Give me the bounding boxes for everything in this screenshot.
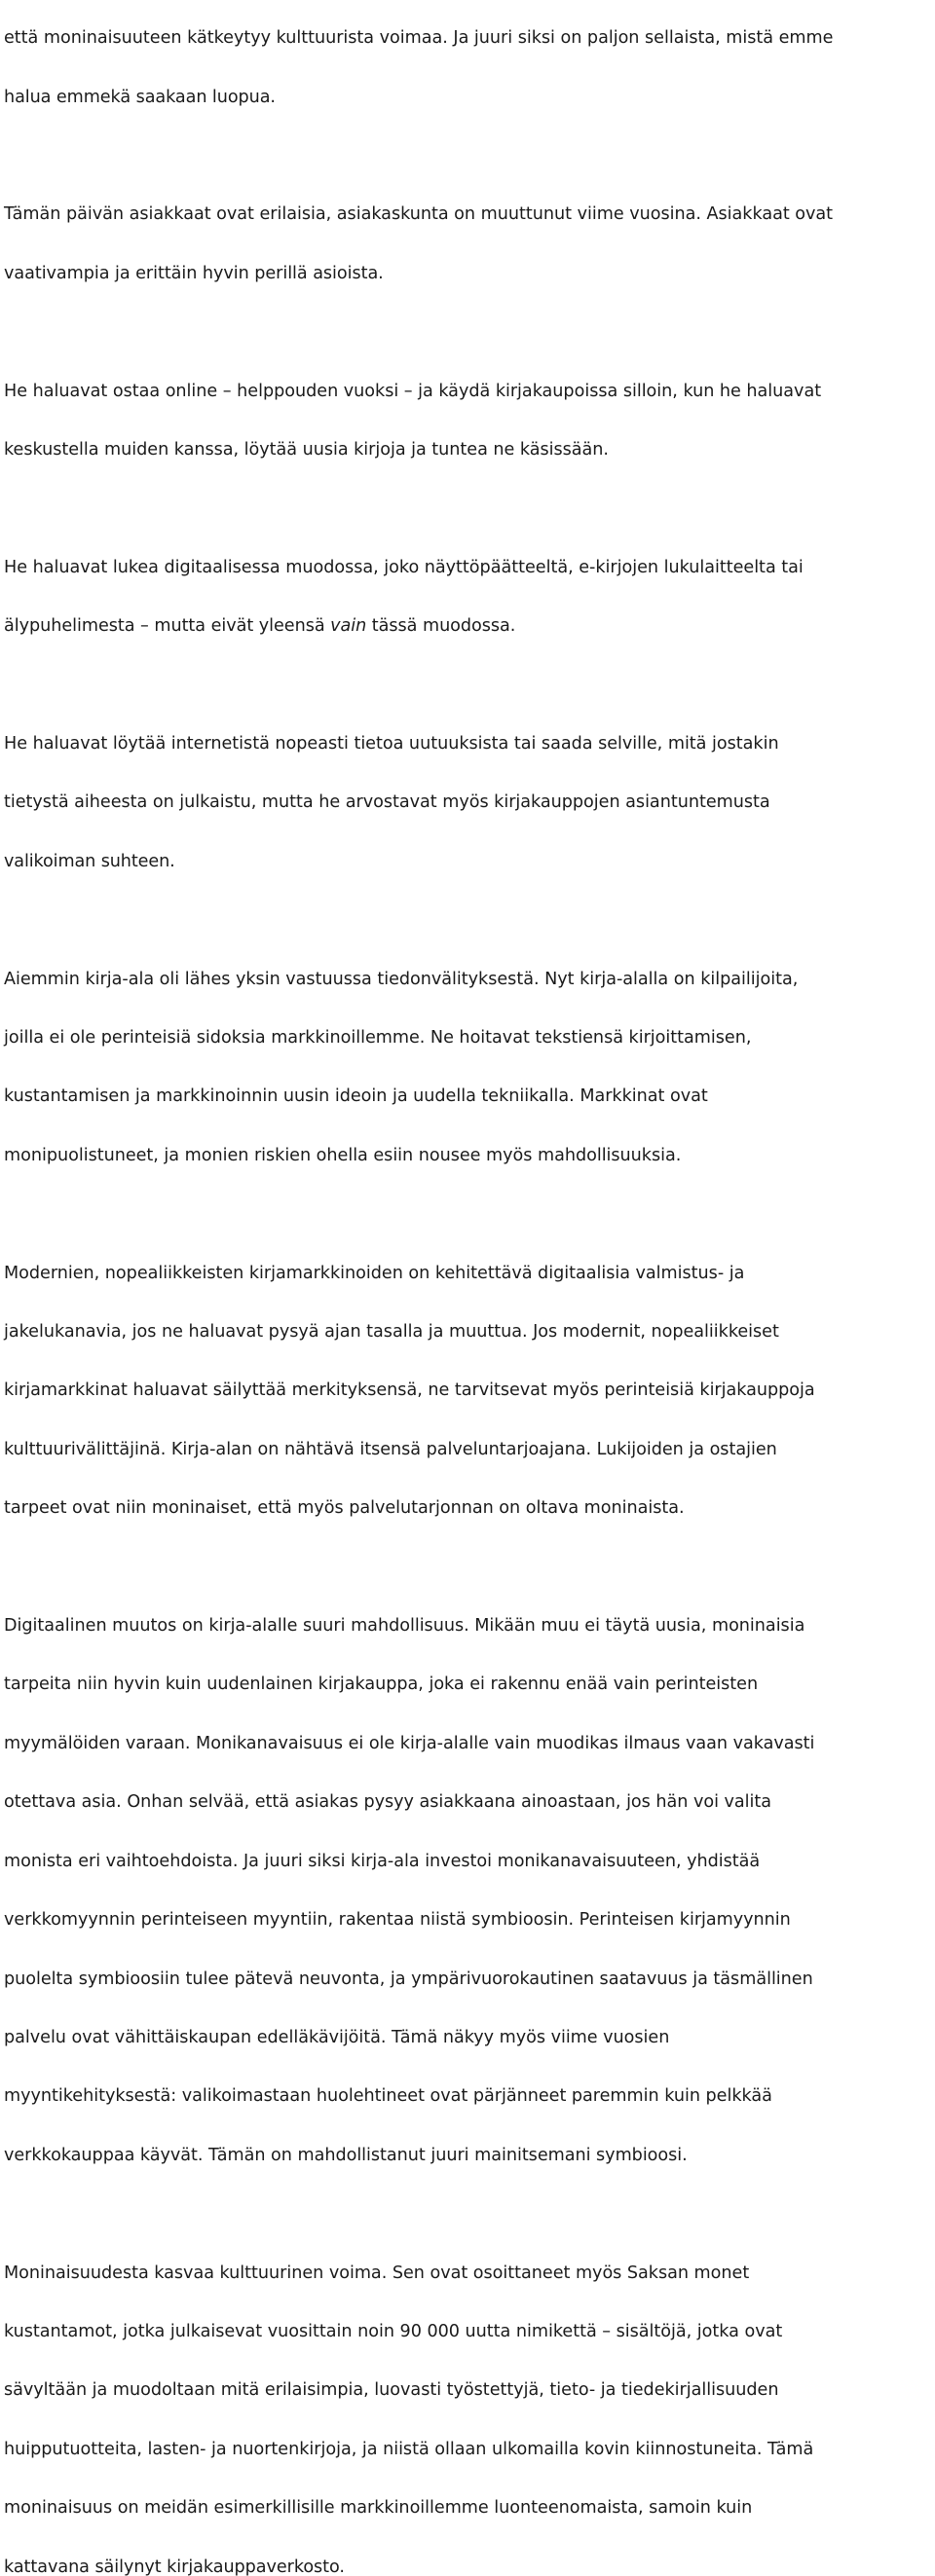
text-line: puolelta symbioosiin tulee pätevä neuvonta, ja ympärivuorokautinen saatavuus ja täsmällinen: [4, 1969, 813, 1989]
text-line: Aiemmin kirja-ala oli lähes yksin vastuussa tiedonvälityksestä. Nyt kirja-alalla on kilpailijoita,: [4, 969, 799, 989]
text-line: otettava asia. Onhan selvää, että asiakas pysyy asiakkaana ainoastaan, jos hän voi valita: [4, 1792, 772, 1813]
text-line: kustantamisen ja markkinoinnin uusin ideoin ja uudella tekniikalla. Markkinat ovat: [4, 1086, 708, 1107]
paragraph-6: [4, 935, 931, 1199]
text-line: jakelukanavia, jos ne haluavat pysyä ajan tasalla ja muuttua. Jos modernit, nopealiikkeiset: [4, 1322, 779, 1343]
paragraph-4: [4, 524, 931, 671]
paragraph-7: [4, 1229, 931, 1552]
text-line: He haluavat ostaa online – helppouden vuoksi – ja käydä kirjakaupoissa silloin, kun he haluavat: [4, 381, 822, 401]
text-line: halua emmekä saakaan luopua.: [4, 87, 276, 107]
text-line: palvelu ovat vähittäiskaupan edelläkävijöitä. Tämä näkyy myös viime vuosien: [4, 2027, 670, 2047]
text-line: monipuolistuneet, ja monien riskien ohella esiin nousee myös mahdollisuuksia.: [4, 1145, 682, 1165]
text-run: älypuhelimesta – mutta eivät yleensä: [4, 616, 331, 637]
document-page: [4, 0, 931, 2576]
emphasized-word: vain: [330, 616, 367, 637]
text-line: valikoiman suhteen.: [4, 851, 175, 871]
text-line: joilla ei ole perinteisiä sidoksia markkinoillemme. Ne hoitavat tekstiensä kirjoittamisen,: [4, 1028, 752, 1049]
text-line: kustantamot, jotka julkaisevat vuosittain noin 90 000 uutta nimikettä – sisältöjä, jotka ovat: [4, 2321, 783, 2341]
text-line: tarpeet ovat niin moninaiset, että myös palvelutarjonnan on oltava moninaista.: [4, 1498, 685, 1519]
paragraph-8: [4, 1582, 931, 2199]
text-line: että moninaisuuteen kätkeytyy kulttuurista voimaa. Ja juuri siksi on paljon sellaista, mistä emme: [4, 28, 834, 49]
text-line: kirjamarkkinat haluavat säilyttää merkityksensä, ne tarvitsevat myös perinteisiä kirjakauppoja: [4, 1380, 815, 1401]
text-line: huipputuotteita, lasten- ja nuortenkirjoja, ja niistä ollaan ulkomailla kovin kiinnostuneita. Tämä: [4, 2439, 814, 2459]
paragraph-1: [4, 0, 931, 141]
text-run: tässä muodossa.: [366, 616, 516, 637]
text-line: myyntikehityksestä: valikoimastaan huolehtineet ovat pärjänneet paremmin kuin pelkkää: [4, 2086, 772, 2107]
text-line: tietystä aiheesta on julkaistu, mutta he arvostavat myös kirjakauppojen asiantuntemusta: [4, 792, 770, 813]
text-line: myymälöiden varaan. Monikanavaisuus ei ole kirja-alalle vain muodikas ilmaus vaan vakavasti: [4, 1733, 815, 1753]
text-line: He haluavat lukea digitaalisessa muodossa, joko näyttöpäätteeltä, e-kirjojen lukulaitteelta tai: [4, 557, 804, 577]
text-line: tarpeita niin hyvin kuin uudenlainen kirjakauppa, joka ei rakennu enää vain perinteisten: [4, 1674, 759, 1695]
text-line: Moninaisuudesta kasvaa kulttuurinen voima. Sen ovat osoittaneet myös Saksan monet: [4, 2263, 750, 2283]
text-line: Digitaalinen muutos on kirja-alalle suuri mahdollisuus. Mikään muu ei täytä uusia, moninaisia: [4, 1616, 805, 1637]
text-line: kulttuurivälittäjinä. Kirja-alan on nähtävä itsensä palveluntarjoajana. Lukijoiden ja ostajien: [4, 1439, 777, 1459]
paragraph-5: [4, 700, 931, 905]
text-line: vaativampia ja erittäin hyvin perillä asioista.: [4, 263, 384, 283]
paragraph-9: [4, 2228, 931, 2576]
text-line: verkkomyynnin perinteiseen myyntiin, rakentaa niistä symbioosin. Perinteisen kirjamyynnin: [4, 1910, 791, 1931]
text-line: monista eri vaihtoehdoista. Ja juuri siksi kirja-ala investoi monikanavaisuuteen, yhdistää: [4, 1851, 761, 1871]
text-line-with-emphasis: [4, 611, 931, 641]
paragraph-2: [4, 170, 931, 317]
text-line: He haluavat löytää internetistä nopeasti tietoa uutuuksista tai saada selville, mitä jostakin: [4, 734, 779, 754]
text-line: Tämän päivän asiakkaat ovat erilaisia, asiakaskunta on muuttunut viime vuosina. Asiakkaat ovat: [4, 204, 834, 225]
text-line: Modernien, nopealiikkeisten kirjamarkkinoiden on kehitettävä digitaalisia valmistus- ja: [4, 1263, 745, 1283]
text-line: keskustella muiden kanssa, löytää uusia kirjoja ja tuntea ne käsissään.: [4, 440, 609, 460]
text-line: moninaisuus on meidän esimerkillisille markkinoillemme luonteenomaista, samoin kuin: [4, 2498, 753, 2519]
text-line: verkkokauppaa käyvät. Tämän on mahdollistanut juuri mainitsemani symbioosi.: [4, 2145, 688, 2165]
paragraph-3: [4, 347, 931, 494]
text-line: kattavana säilynyt kirjakauppaverkosto.: [4, 2557, 345, 2576]
text-line: sävyltään ja muodoltaan mitä erilaisimpia, luovasti työstettyjä, tieto- ja tiedekirjallisuuden: [4, 2380, 779, 2401]
